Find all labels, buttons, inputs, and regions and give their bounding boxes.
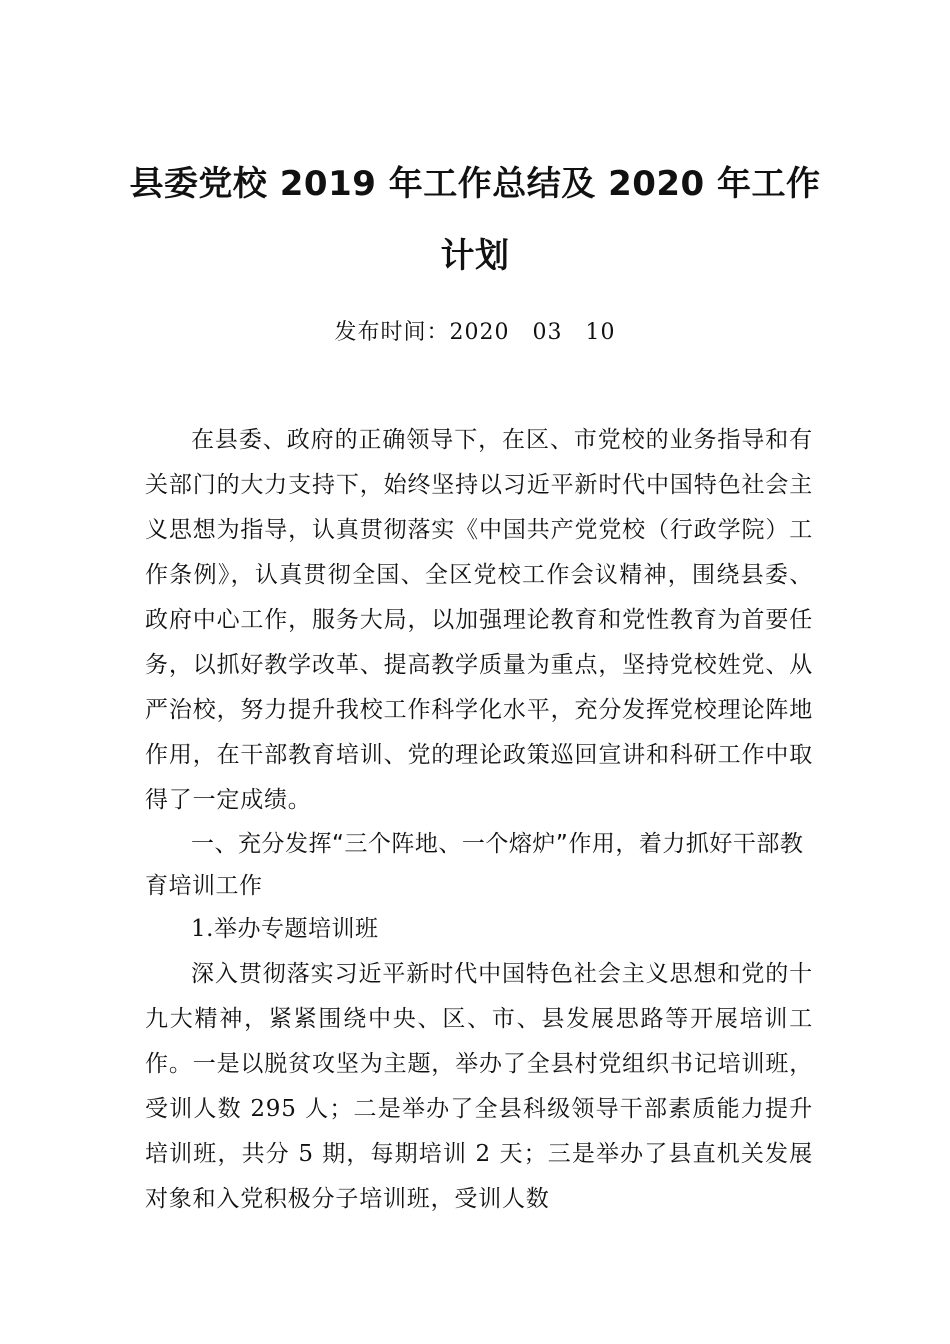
intro-paragraph: 在县委、政府的正确领导下，在区、市党校的业务指导和有关部门的大力支持下，始终坚持以习近平新时代中国特色社会主义思想为指导，认真贯彻落实《中国共产党党校（行政学院）工作条例》，认真贯彻全国、全区党校工作会议精神，围绕县委、政府中心工作，服务大局，以加强理论教育和党性教育为首要任务，以抓好教学改革、提高教学质量为重点，坚持党校姓党、从严治校，努力提升我校工作科学化水平，充分发挥党校理论阵地作用，在干部教育培训、党的理论政策巡回宣讲和科研工作中取得了一定成绩。 — [145, 427, 813, 813]
document-body — [145, 418, 813, 1222]
title-line-2: 计划 — [440, 236, 510, 276]
document-title — [120, 148, 830, 292]
title-line-1: 县委党校 2019 年工作总结及 2020 年工作 — [129, 164, 821, 204]
subsection-paragraph-1: 深入贯彻落实习近平新时代中国特色社会主义思想和党的十九大精神，紧紧围绕中央、区、市、县发展思路等开展培训工作。一是以脱贫攻坚为主题，举办了全县村党组织书记培训班，受训人数 295 人；二是举办了全县科级领导干部素质能力提升培训班，共分 5 期，每期培训 2 天；三是举办了县直机关发展对象和入党积极分子培训班，受训人数 — [145, 961, 813, 1212]
publish-date: 发布时间：2020 03 10 — [334, 320, 616, 345]
section-heading-1: 一、充分发挥“三个阵地、一个熔炉”作用，着力抓好干部教育培训工作 — [145, 831, 804, 899]
subsection-heading-1: 1.举办专题培训班 — [191, 916, 379, 942]
